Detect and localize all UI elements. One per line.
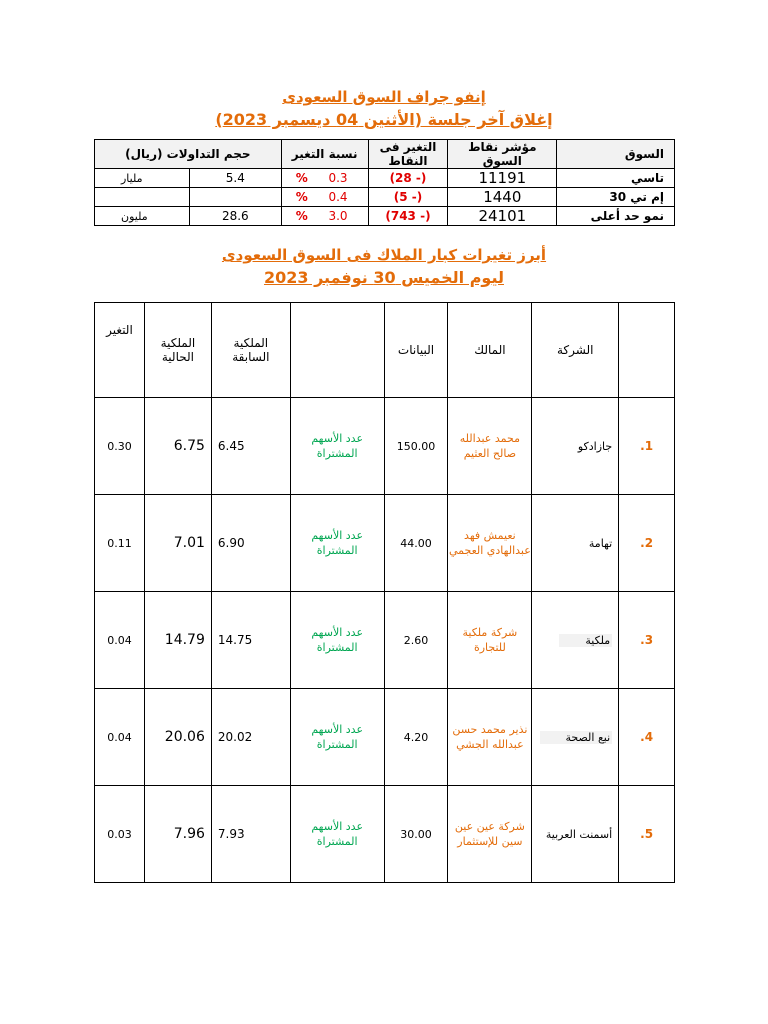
table-row <box>95 786 675 883</box>
header-data: البيانات <box>384 303 448 398</box>
prev-ownership: 14.75 <box>211 592 290 689</box>
table-row <box>95 398 675 495</box>
company-name: تهامة <box>532 495 619 592</box>
prev-ownership: 6.45 <box>211 398 290 495</box>
data-description: عدد الأسهم المشتراة <box>290 689 384 786</box>
curr-ownership: 6.75 <box>144 398 211 495</box>
market-name: تاسي <box>557 169 675 188</box>
header-change-points: التغير فى النقاط <box>368 140 448 169</box>
company-name-cell <box>532 689 619 786</box>
market-table-header <box>95 140 675 169</box>
owner-name: محمد عبدالله صالح العثيم <box>448 398 532 495</box>
company-name-cell <box>532 592 619 689</box>
volume-unit: مليار <box>95 169 190 188</box>
prev-ownership: 7.93 <box>211 786 290 883</box>
company-name: أسمنت العربية <box>532 786 619 883</box>
data-description: عدد الأسهم المشتراة <box>290 592 384 689</box>
row-number: 5. <box>619 786 675 883</box>
header-change-pct: نسبة التغير <box>281 140 368 169</box>
market-index: 11191 <box>448 169 557 188</box>
data-amount: 4.20 <box>384 689 448 786</box>
market-index: 1440 <box>448 188 557 207</box>
change-pct: 0.4 <box>328 190 348 204</box>
header-company: الشركة <box>532 303 619 398</box>
header-blank <box>290 303 384 398</box>
curr-ownership: 20.06 <box>144 689 211 786</box>
change-pct-cell <box>281 207 368 226</box>
header-owner: المالك <box>448 303 532 398</box>
curr-ownership: 7.96 <box>144 786 211 883</box>
row-number: 3. <box>619 592 675 689</box>
change-value: 0.11 <box>95 495 145 592</box>
change-points: (- 28) <box>368 169 448 188</box>
section-title: أبرز تغيرات كبار الملاك فى السوق السعودى <box>221 246 547 264</box>
curr-ownership: 14.79 <box>144 592 211 689</box>
change-value: 0.30 <box>95 398 145 495</box>
company-name: نبع الصحة <box>540 731 613 744</box>
prev-ownership: 20.02 <box>211 689 290 786</box>
owner-name: شركة عين عين سين للإستثمار <box>448 786 532 883</box>
market-table <box>94 139 675 226</box>
market-name: نمو حد أعلى <box>557 207 675 226</box>
change-value: 0.04 <box>95 689 145 786</box>
section-subtitle: ليوم الخميس 30 نوفمبر 2023 <box>263 268 504 287</box>
pct-sign: % <box>295 209 308 223</box>
change-value: 0.04 <box>95 592 145 689</box>
owner-name: شركة ملكية للتجارة <box>448 592 532 689</box>
data-amount: 150.00 <box>384 398 448 495</box>
owners-table-header <box>95 303 675 398</box>
pct-sign: % <box>295 171 308 185</box>
header-curr: الملكية الحالية <box>144 303 211 398</box>
table-row <box>95 495 675 592</box>
page-subtitle: إغلاق آخر جلسة (الأثنين 04 ديسمبر 2023) <box>215 110 553 129</box>
volume-value <box>189 188 281 207</box>
table-row <box>95 188 675 207</box>
prev-ownership: 6.90 <box>211 495 290 592</box>
table-row <box>95 207 675 226</box>
header-num <box>619 303 675 398</box>
row-number: 2. <box>619 495 675 592</box>
change-pct: 3.0 <box>328 209 348 223</box>
data-amount: 2.60 <box>384 592 448 689</box>
volume-unit <box>95 188 190 207</box>
change-pct-cell <box>281 169 368 188</box>
row-number: 4. <box>619 689 675 786</box>
company-name: جازادكو <box>532 398 619 495</box>
row-number: 1. <box>619 398 675 495</box>
header-market: السوق <box>557 140 675 169</box>
page-title: إنفو جراف السوق السعودى <box>282 88 486 106</box>
owner-name: نذير محمد حسن عبدالله الجشي <box>448 689 532 786</box>
header-index: مؤشر نقاط السوق <box>448 140 557 169</box>
data-description: عدد الأسهم المشتراة <box>290 398 384 495</box>
volume-value: 5.4 <box>189 169 281 188</box>
owners-table <box>94 302 675 883</box>
owner-name: نعيمش فهد عبدالهادي العجمي <box>448 495 532 592</box>
data-amount: 30.00 <box>384 786 448 883</box>
data-amount: 44.00 <box>384 495 448 592</box>
volume-unit: مليون <box>95 207 190 226</box>
pct-sign: % <box>295 190 308 204</box>
change-points: (- 5) <box>368 188 448 207</box>
market-name: إم تي 30 <box>557 188 675 207</box>
header-change: التغير <box>95 303 145 398</box>
data-description: عدد الأسهم المشتراة <box>290 495 384 592</box>
change-pct: 0.3 <box>328 171 348 185</box>
table-row <box>95 592 675 689</box>
change-pct-cell <box>281 188 368 207</box>
data-description: عدد الأسهم المشتراة <box>290 786 384 883</box>
header-volume: حجم التداولات (ريال) <box>95 140 282 169</box>
volume-value: 28.6 <box>189 207 281 226</box>
table-row <box>95 169 675 188</box>
curr-ownership: 7.01 <box>144 495 211 592</box>
header-prev: الملكية السابقة <box>211 303 290 398</box>
company-name: ملكية <box>559 634 612 647</box>
change-points: (- 743) <box>368 207 448 226</box>
change-value: 0.03 <box>95 786 145 883</box>
market-index: 24101 <box>448 207 557 226</box>
table-row <box>95 689 675 786</box>
